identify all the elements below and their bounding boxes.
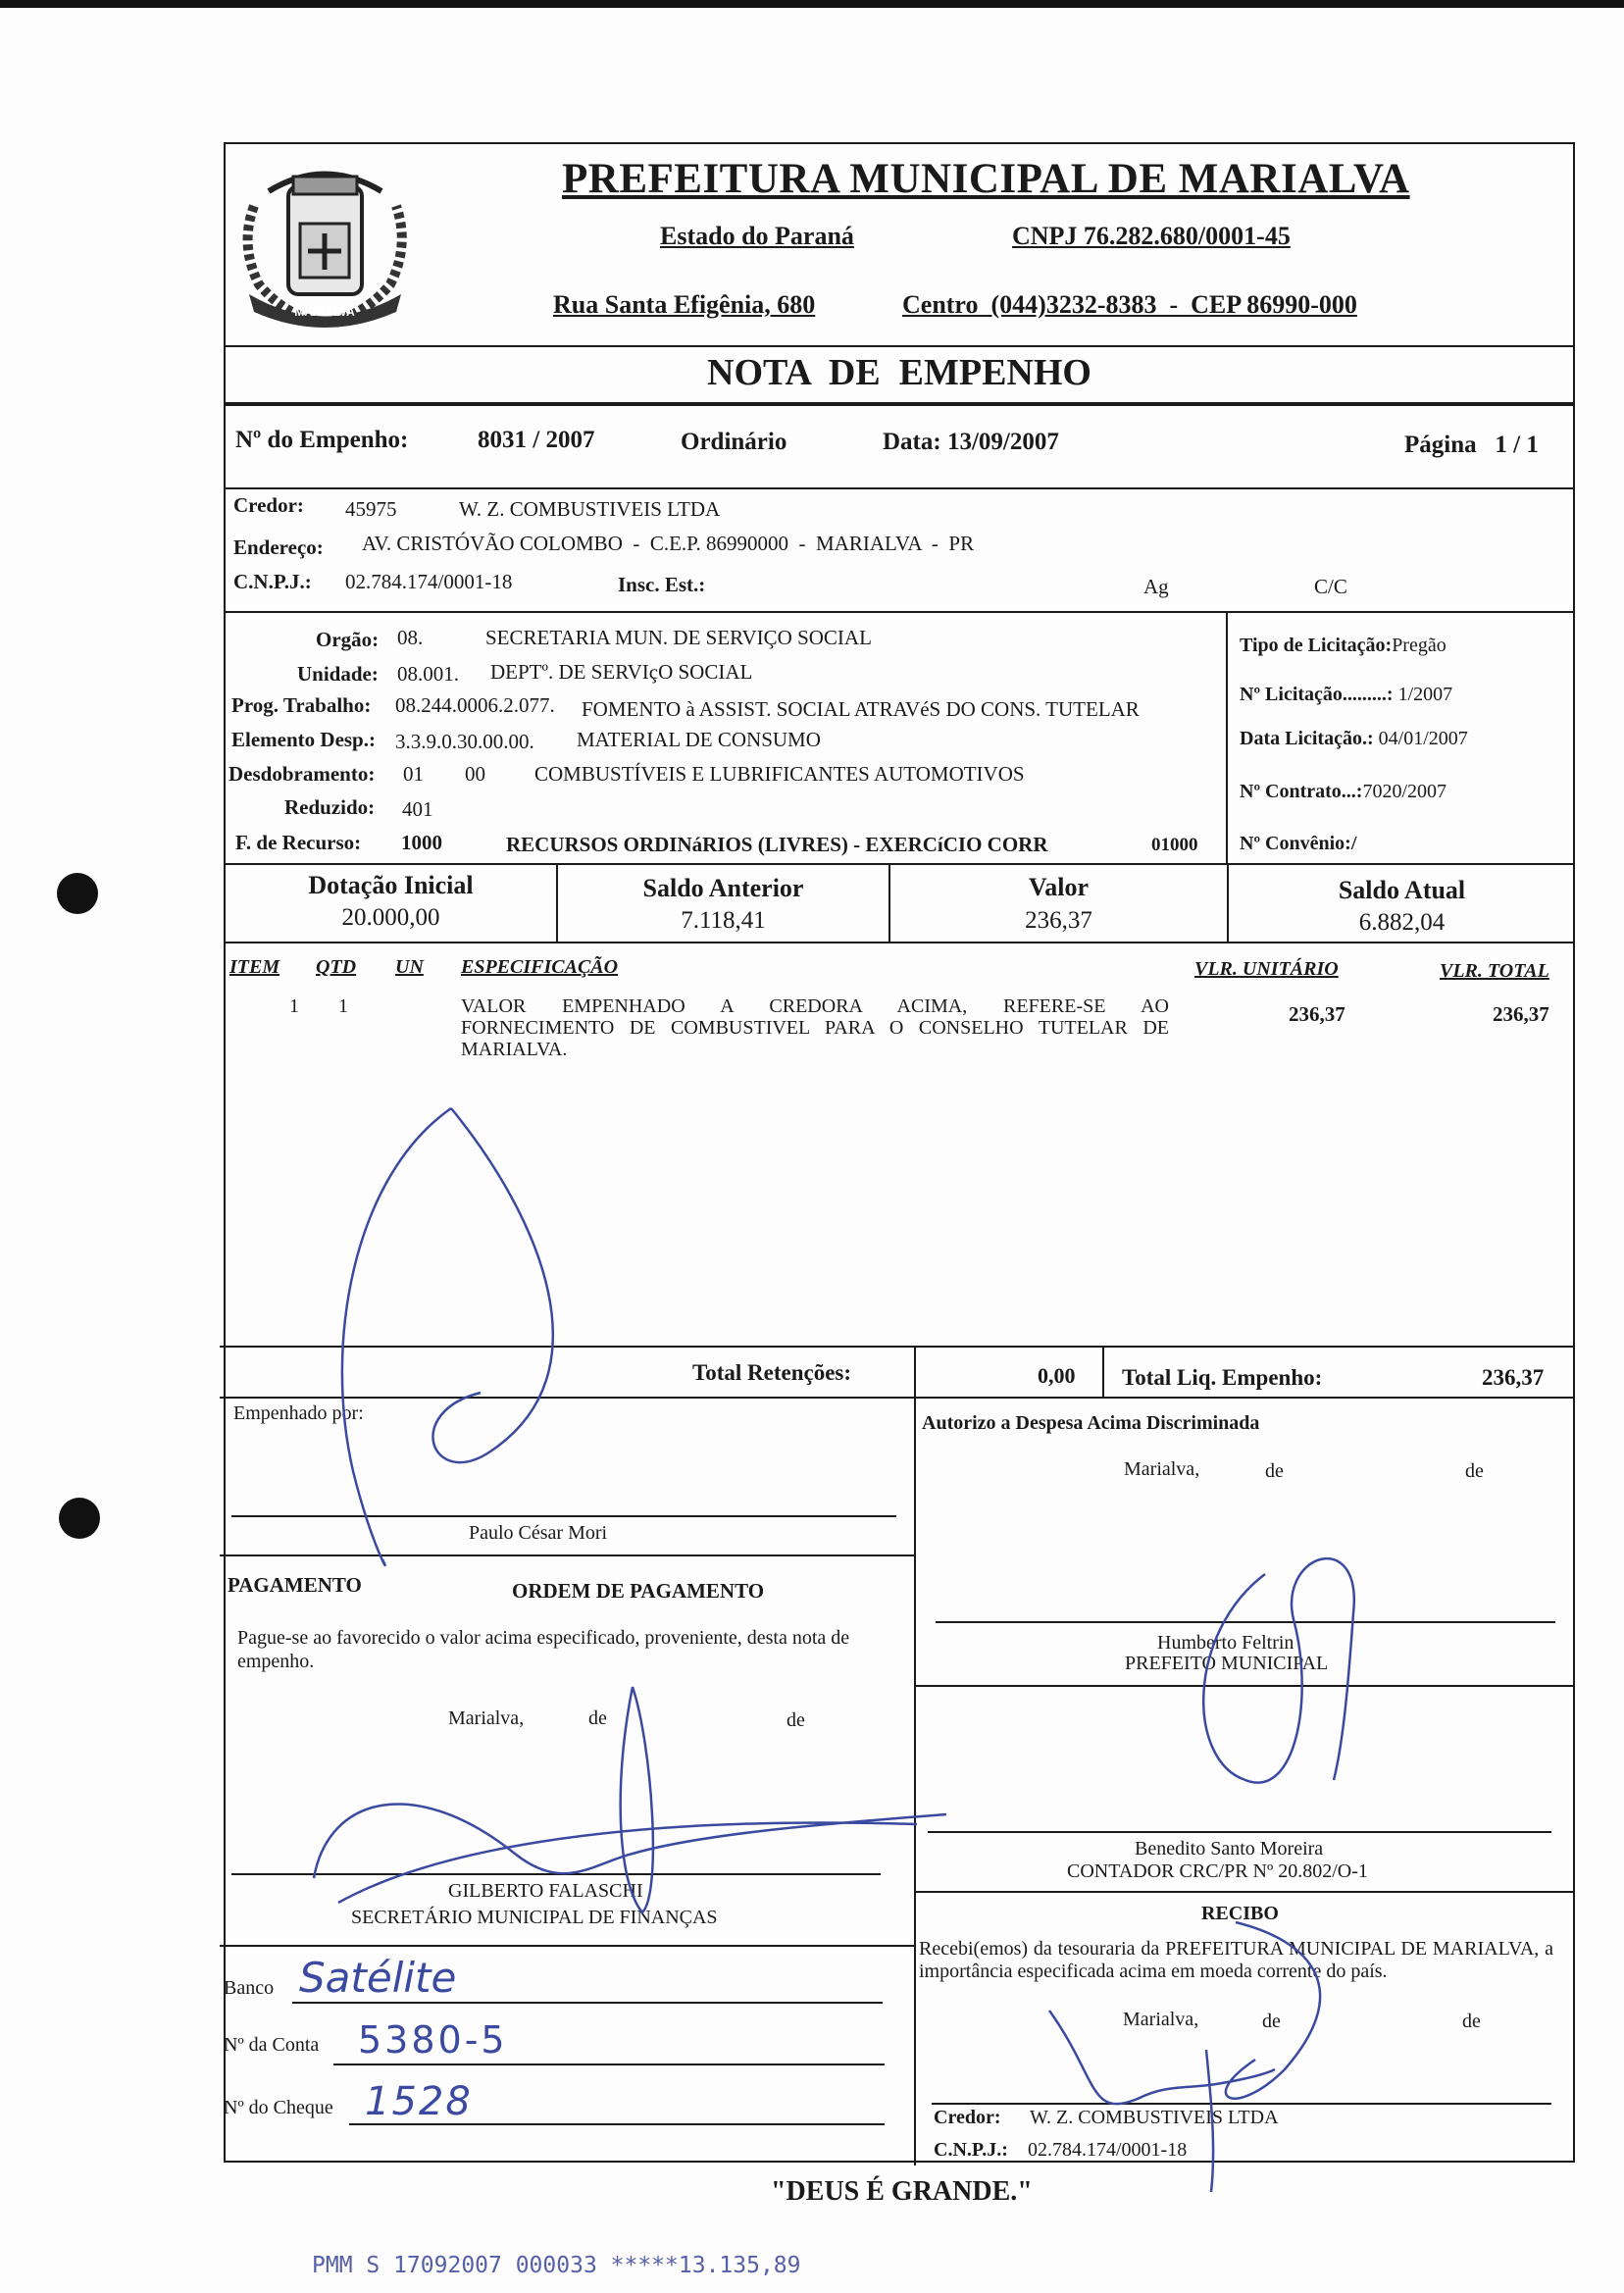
recurso-label: F. de Recurso: [235, 831, 362, 854]
saldo-atual-value: 6.882,04 [1358, 909, 1446, 936]
contador-title: CONTADOR CRC/PR Nº 20.802/O-1 [1067, 1860, 1368, 1882]
coat-of-arms [229, 147, 421, 331]
total-retencoes-value: 0,00 [1038, 1363, 1076, 1388]
account-label: C/C [1314, 575, 1347, 598]
recibo-label: RECIBO [1201, 1903, 1279, 1924]
empenhado-por-label: Empenhado por: [233, 1402, 364, 1424]
reduzido-label: Reduzido: [284, 795, 376, 819]
recibo-place: Marialva, [1123, 2009, 1199, 2030]
contador-name: Benedito Santo Moreira [1135, 1838, 1324, 1860]
total-liquido-value: 236,37 [1482, 1365, 1545, 1390]
orgao-name: SECRETARIA MUN. DE SERVIÇO SOCIAL [485, 626, 872, 649]
col-header-item: ITEM [229, 956, 280, 978]
unidade-label: Unidade: [297, 662, 379, 686]
autorizo-de-1: de [1265, 1460, 1284, 1482]
licitacao-type-value: Pregão [1392, 635, 1446, 656]
prog-trabalho-code: 08.244.0006.2.077. [395, 693, 555, 717]
recurso-code-2: 01000 [1151, 835, 1198, 855]
recibo-cnpj-value: 02.784.174/0001-18 [1028, 2139, 1188, 2161]
empenho-type: Ordinário [681, 429, 787, 455]
recibo-text: Recebi(emos) da tesouraria da PREFEITURA MUNICIPAL DE MARIALVA, a importância especificada acima em moeda corrente do país. [919, 1938, 1553, 1982]
pagamento-de-1: de [588, 1707, 607, 1729]
banco-label: Banco [224, 1977, 275, 1999]
document-title: NOTA DE EMPENHO [707, 352, 1091, 393]
orgao-code: 08. [397, 626, 424, 649]
item-unit-value: 236,37 [1289, 1002, 1345, 1026]
pagamento-place: Marialva, [448, 1707, 525, 1729]
recibo-credor-label: Credor: [934, 2107, 1001, 2128]
bank-authentication: PMM S 17092007 000033 *****13.135,89 [312, 2253, 801, 2278]
recibo-de-2: de [1462, 2011, 1481, 2032]
autorizo-place: Marialva, [1124, 1458, 1200, 1480]
desdobramento-code-1: 01 [403, 762, 424, 786]
contrato-value: 7020/2007 [1362, 781, 1447, 802]
pagamento-label: PAGAMENTO [228, 1573, 362, 1597]
empenhado-por-name: Paulo César Mori [469, 1522, 608, 1544]
reduzido-value: 401 [402, 797, 433, 821]
autorizo-label: Autorizo a Despesa Acima Discriminada [922, 1412, 1260, 1434]
licitacao-date-value: 04/01/2007 [1378, 728, 1468, 749]
col-header-unit: VLR. UNITÁRIO [1194, 958, 1339, 980]
item-total-value: 236,37 [1493, 1002, 1549, 1026]
insc-est-label: Insc. Est.: [618, 573, 706, 596]
desdobramento-label: Desdobramento: [228, 762, 376, 786]
unidade-code: 08.001. [397, 662, 459, 686]
dotacao-inicial-value: 20.000,00 [341, 904, 440, 931]
orgao-label: Orgão: [316, 628, 380, 651]
valor-value: 236,37 [1025, 907, 1092, 934]
page-number: Página 1 / 1 [1404, 432, 1539, 458]
col-header-qtd: QTD [316, 956, 357, 978]
desdobramento-name: COMBUSTÍVEIS E LUBRIFICANTES AUTOMOTIVOS [534, 762, 1025, 786]
state-name: Estado do Paraná [660, 222, 854, 250]
prog-trabalho-label: Prog. Trabalho: [231, 693, 372, 717]
saldo-anterior-label: Saldo Anterior [642, 874, 804, 902]
autorizo-de-2: de [1465, 1460, 1484, 1482]
punch-hole [59, 1498, 100, 1539]
credor-code: 45975 [345, 497, 397, 521]
recurso-name: RECURSOS ORDINáRIOS (LIVRES) - EXERCíCIO CORR [506, 833, 1048, 856]
footer-motto: "DEUS É GRANDE." [771, 2176, 1033, 2207]
col-header-espec: ESPECIFICAÇÃO [461, 956, 619, 978]
contrato-label: Nº Contrato...:7020/2007 [1240, 781, 1447, 802]
recibo-cnpj-label: C.N.P.J.: [934, 2139, 1008, 2161]
saldo-atual-label: Saldo Atual [1338, 876, 1466, 904]
elemento-label: Elemento Desp.: [231, 728, 376, 751]
ordem-pagamento-title: ORDEM DE PAGAMENTO [512, 1579, 765, 1603]
item-spec: VALOR EMPENHADO A CREDORA ACIMA, REFERE-SE AO FORNECIMENTO DE COMBUSTIVEL PARA O CONSELHO TUTELAR DE MARIALVA. [461, 995, 1174, 1060]
elemento-code: 3.3.9.0.30.00.00. [395, 730, 534, 753]
financas-secretary-name: GILBERTO FALASCHI [448, 1880, 643, 1902]
total-liquido-label: Total Liq. Empenho: [1122, 1365, 1323, 1390]
cnpj-label: C.N.P.J.: [233, 570, 312, 593]
scan-edge [0, 0, 1624, 8]
licitacao-date-label: Data Licitação.: 04/01/2007 [1240, 728, 1468, 749]
empenho-number: 8031 / 2007 [478, 427, 595, 453]
credor-name: W. Z. COMBUSTIVEIS LTDA [459, 497, 721, 521]
pagamento-de-2: de [787, 1709, 805, 1731]
col-header-un: UN [395, 956, 424, 978]
recibo-de-1: de [1262, 2011, 1281, 2032]
punch-hole [57, 873, 98, 914]
prefeito-name: Humberto Feltrin [1157, 1632, 1294, 1654]
convenio-label: Nº Convênio:/ [1240, 833, 1357, 854]
conta-label: Nº da Conta [224, 2034, 320, 2056]
desdobramento-code-2: 00 [465, 762, 485, 786]
empenho-date: Data: 13/09/2007 [883, 429, 1059, 455]
pagamento-text: Pague-se ao favorecido o valor acima especificado, proveniente, desta nota de empenho. [237, 1627, 850, 1672]
valor-label: Valor [1028, 873, 1090, 901]
recurso-code: 1000 [401, 831, 442, 854]
banco-value: Satélite [299, 1954, 457, 2002]
prefeito-title: PREFEITO MUNICIPAL [1125, 1653, 1329, 1674]
col-header-total: VLR. TOTAL [1440, 960, 1549, 982]
coat-of-arms-text: MARIALVA [294, 305, 355, 319]
saldo-anterior-value: 7.118,41 [681, 907, 766, 934]
header-contact: Centro (044)3232-8383 - CEP 86990-000 [902, 290, 1357, 319]
page-title: PREFEITURA MUNICIPAL DE MARIALVA [562, 156, 1410, 202]
empenho-number-label: Nº do Empenho: [235, 427, 409, 453]
unidade-name: DEPTº. DE SERVIçO SOCIAL [490, 660, 753, 684]
prog-trabalho-name: FOMENTO à ASSIST. SOCIAL ATRAVéS DO CONS. TUTELAR [582, 697, 1140, 721]
endereco-label: Endereço: [233, 535, 324, 559]
header-address: Rua Santa Efigênia, 680 [553, 290, 816, 319]
credor-label: Credor: [233, 493, 304, 517]
item-qty: 1 [338, 995, 348, 1017]
financas-secretary-title: SECRETÁRIO MUNICIPAL DE FINANÇAS [351, 1907, 718, 1928]
dotacao-inicial-label: Dotação Inicial [308, 871, 474, 899]
recibo-credor-name: W. Z. COMBUSTIVEIS LTDA [1030, 2107, 1279, 2128]
licitacao-type-label: Tipo de Licitação:Pregão [1240, 635, 1446, 656]
cheque-value: 1528 [365, 2079, 473, 2124]
licitacao-number-label: Nº Licitação.........: 1/2007 [1240, 684, 1453, 705]
item-number: 1 [289, 995, 299, 1017]
credor-cnpj: 02.784.174/0001-18 [345, 570, 513, 593]
elemento-name: MATERIAL DE CONSUMO [577, 728, 821, 751]
header-cnpj: CNPJ 76.282.680/0001-45 [1012, 222, 1291, 250]
conta-value: 5380-5 [358, 2018, 508, 2062]
credor-address: AV. CRISTÓVÃO COLOMBO - C.E.P. 86990000 - MARIALVA - PR [362, 532, 975, 555]
total-retencoes-label: Total Retenções: [692, 1360, 852, 1385]
cheque-label: Nº do Cheque [224, 2097, 333, 2118]
licitacao-number-value: 1/2007 [1397, 684, 1453, 705]
agency-label: Ag [1143, 575, 1169, 598]
